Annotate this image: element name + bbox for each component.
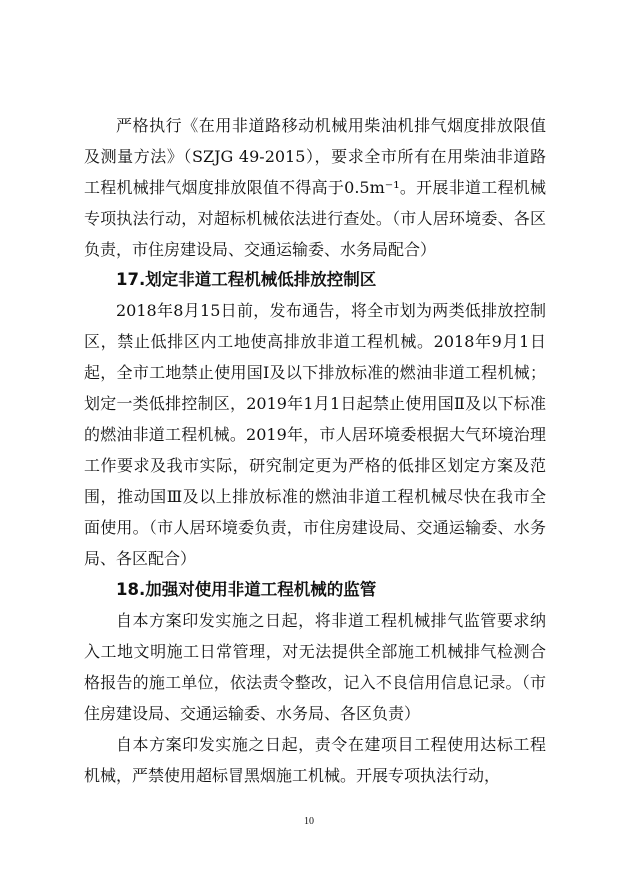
section-heading-18: 18.加强对使用非道工程机械的监管 bbox=[116, 580, 377, 599]
paragraph-enforcement-action: 自本方案印发实施之日起，责令在建项目工程使用达标工程机械，严禁使用超标冒黑烟施工机械。开展专项执法行动， bbox=[84, 735, 546, 785]
paragraph-smoke-emission-standard: 严格执行《在用非道路移动机械用柴油机排气烟度排放限值及测量方法》（SZJG 49-2015），要求全市所有在用柴油非道路工程机械排气烟度排放限值不得高于0.5m⁻¹。开展非道工程机械专项执法行动，对超标机械依法进行查处。（市人居环境委、各区负责，市住房建设局、交通运输委、水务局配合） bbox=[84, 116, 546, 259]
paragraph-low-emission-zone: 2018年8月15日前，发布通告，将全市划为两类低排放控制区，禁止低排区内工地使高排放非道工程机械。2018年9月1日起，全市工地禁止使用国Ⅰ及以下排放标准的燃油非道工程机械；划定一类低排控制区，2019年1月1日起禁止使用国Ⅱ及以下标准的燃油非道工程机械。2019年，市人居环境委根据大气环境治理工作要求及我市实际，研究制定更为严格的低排区划定方案及范围，推动国Ⅲ及以上排放标准的燃油非道工程机械尽快在我市全面使用。（市人居环境委负责，市住房建设局、交通运输委、水务局、各区配合） bbox=[84, 301, 546, 568]
section-heading-17: 17.划定非道工程机械低排放控制区 bbox=[116, 270, 377, 289]
paragraph-construction-site-supervision: 自本方案印发实施之日起，将非道工程机械排气监管要求纳入工地文明施工日常管理，对无法提供全部施工机械排气检测合格报告的施工单位，依法责令整改，记入不良信用信息记录。（市住房建设局、交通运输委、水务局、各区负责） bbox=[84, 611, 546, 723]
page-number: 10 bbox=[304, 816, 314, 827]
